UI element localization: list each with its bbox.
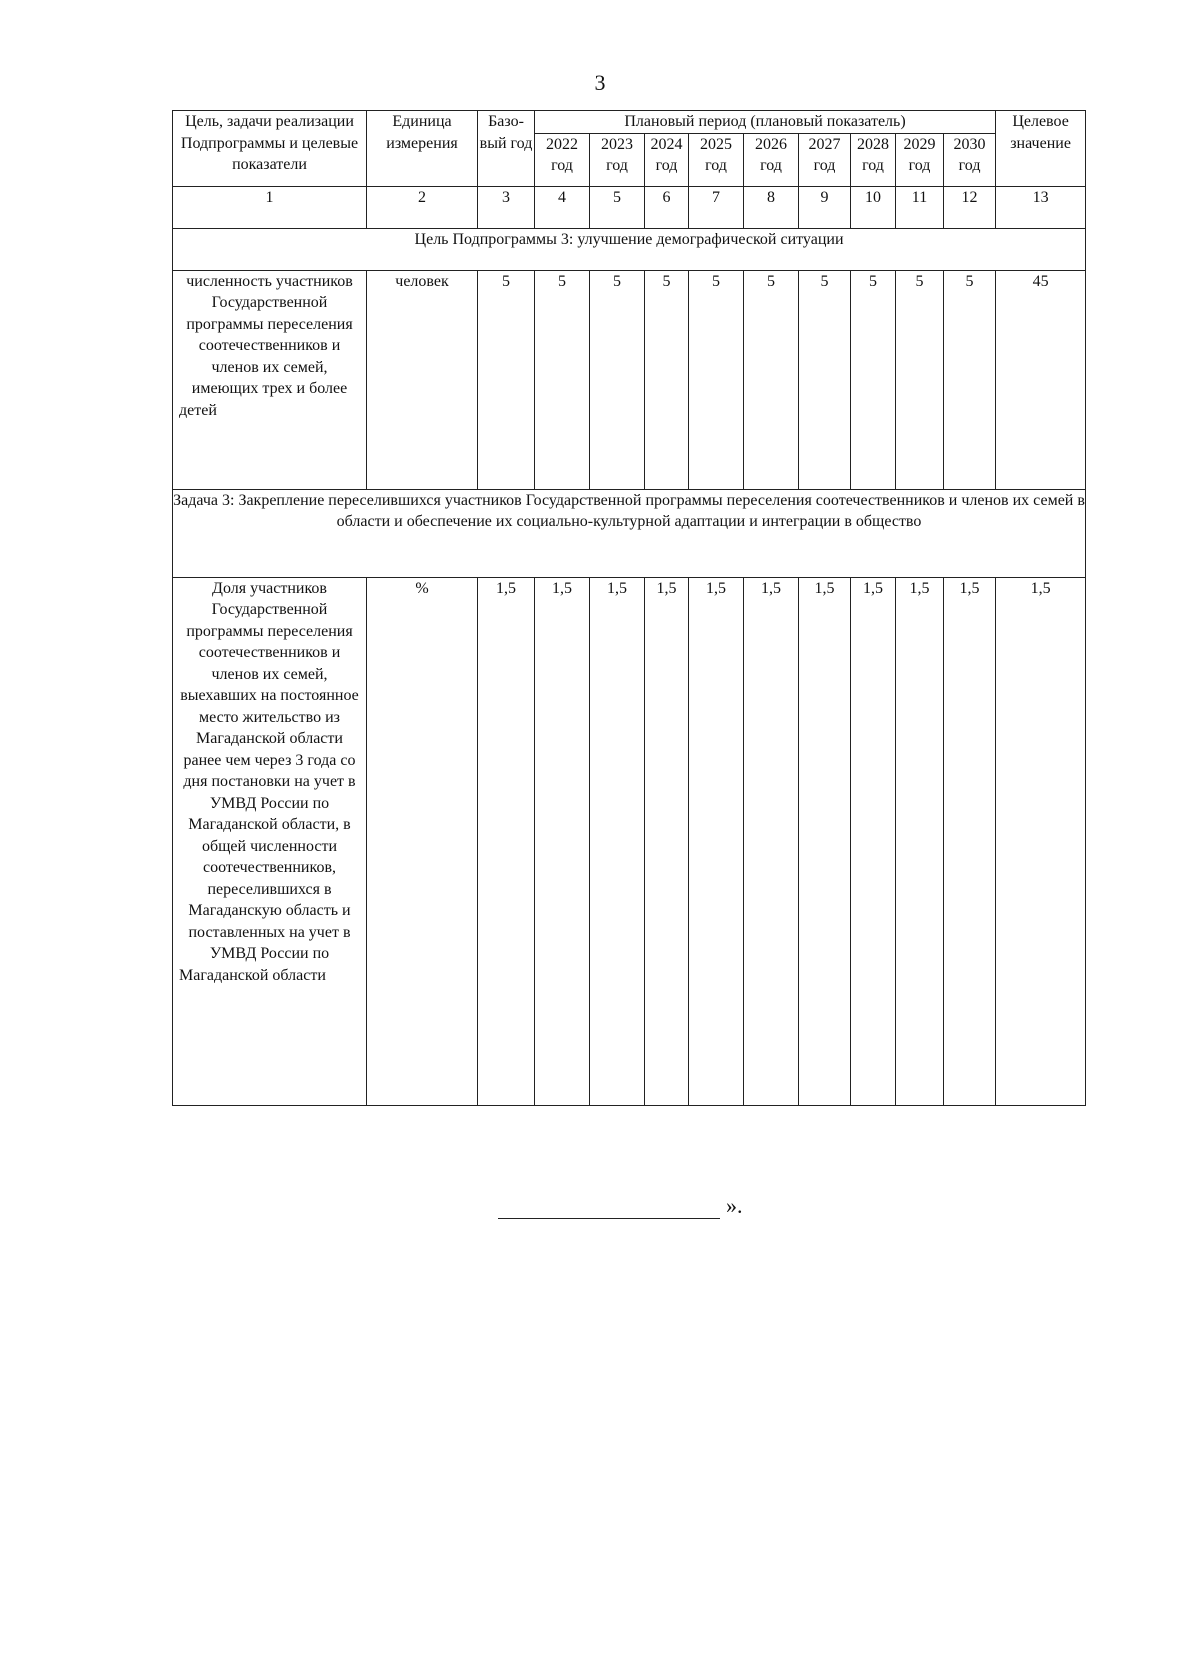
column-number: 12: [944, 186, 996, 228]
indicator-value: 5: [478, 270, 535, 489]
header-unit-column: Единица измерения: [367, 111, 478, 187]
indicator-value: 1,5: [851, 577, 896, 1105]
header-year: 2024 год: [645, 133, 689, 186]
column-number: 13: [996, 186, 1086, 228]
indicator-value: 5: [590, 270, 645, 489]
indicator-value: 5: [744, 270, 799, 489]
column-numbers-row: [173, 186, 1086, 228]
table-row: [173, 577, 1086, 1105]
column-number: 3: [478, 186, 535, 228]
table-row: [173, 270, 1086, 489]
task-row: [173, 489, 1086, 577]
column-number: 7: [689, 186, 744, 228]
column-number: 5: [590, 186, 645, 228]
column-number: 10: [851, 186, 896, 228]
header-year: 2026 год: [744, 133, 799, 186]
indicators-table: [172, 110, 1086, 1106]
indicator-description: численность участников Государственной программы переселения соотечественников и членов их семей, имеющих трех и более детей: [173, 270, 367, 489]
task-title: Задача 3: Закрепление переселившихся участников Государственной программы переселения соотечественников и членов их семей в области и обеспечение их социально-культурной адаптации и интеграции в общество: [173, 489, 1086, 577]
header-year: 2023 год: [590, 133, 645, 186]
goal-title: Цель Подпрограммы 3: улучшение демографической ситуации: [173, 228, 1086, 270]
indicator-value: 1,5: [590, 577, 645, 1105]
indicator-value: 5: [799, 270, 851, 489]
header-year: 2028 год: [851, 133, 896, 186]
indicator-target: 1,5: [996, 577, 1086, 1105]
column-number: 9: [799, 186, 851, 228]
goal-row: [173, 228, 1086, 270]
indicator-value: 1,5: [535, 577, 590, 1105]
indicator-value: 1,5: [896, 577, 944, 1105]
header-planned-period: Плановый период (плановый показатель): [535, 111, 996, 134]
indicator-value: 1,5: [799, 577, 851, 1105]
column-number: 8: [744, 186, 799, 228]
indicator-value: 5: [851, 270, 896, 489]
indicator-value: 1,5: [478, 577, 535, 1105]
header-year: 2029 год: [896, 133, 944, 186]
column-number: 4: [535, 186, 590, 228]
indicator-unit: человек: [367, 270, 478, 489]
header-row: [173, 111, 1086, 134]
indicator-value: 1,5: [645, 577, 689, 1105]
indicator-value: 5: [944, 270, 996, 489]
column-number: 1: [173, 186, 367, 228]
indicator-value: 5: [535, 270, 590, 489]
header-base-year-column: Базо-вый год: [478, 111, 535, 187]
header-year: 2030 год: [944, 133, 996, 186]
closing-quote: ».: [726, 1193, 743, 1218]
header-target-value: Целевое значение: [996, 111, 1086, 187]
header-year: 2022 год: [535, 133, 590, 186]
closing-line: [498, 1193, 743, 1219]
indicator-description: Доля участников Государственной программы переселения соотечественников и членов их семей, выехавших на постоянное место жительство из Магаданской области ранее чем через 3 года со дня постановки на учет в УМВД России по Магаданской области, в общей численности соотечественников, переселившихся в Магаданскую область и поставленных на учет в УМВД России по Магаданской области: [173, 577, 367, 1105]
header-year: 2025 год: [689, 133, 744, 186]
column-number: 6: [645, 186, 689, 228]
indicator-value: 5: [689, 270, 744, 489]
page-number: 3: [594, 70, 606, 95]
column-number: 11: [896, 186, 944, 228]
indicator-value: 5: [645, 270, 689, 489]
blank-line: [498, 1196, 720, 1219]
header-year: 2027 год: [799, 133, 851, 186]
column-number: 2: [367, 186, 478, 228]
indicator-value: 1,5: [744, 577, 799, 1105]
indicator-value: 1,5: [944, 577, 996, 1105]
indicator-target: 45: [996, 270, 1086, 489]
indicator-value: 5: [896, 270, 944, 489]
header-goal-column: Цель, задачи реализации Подпрограммы и целевые показатели: [173, 111, 367, 187]
indicator-unit: %: [367, 577, 478, 1105]
indicator-value: 1,5: [689, 577, 744, 1105]
